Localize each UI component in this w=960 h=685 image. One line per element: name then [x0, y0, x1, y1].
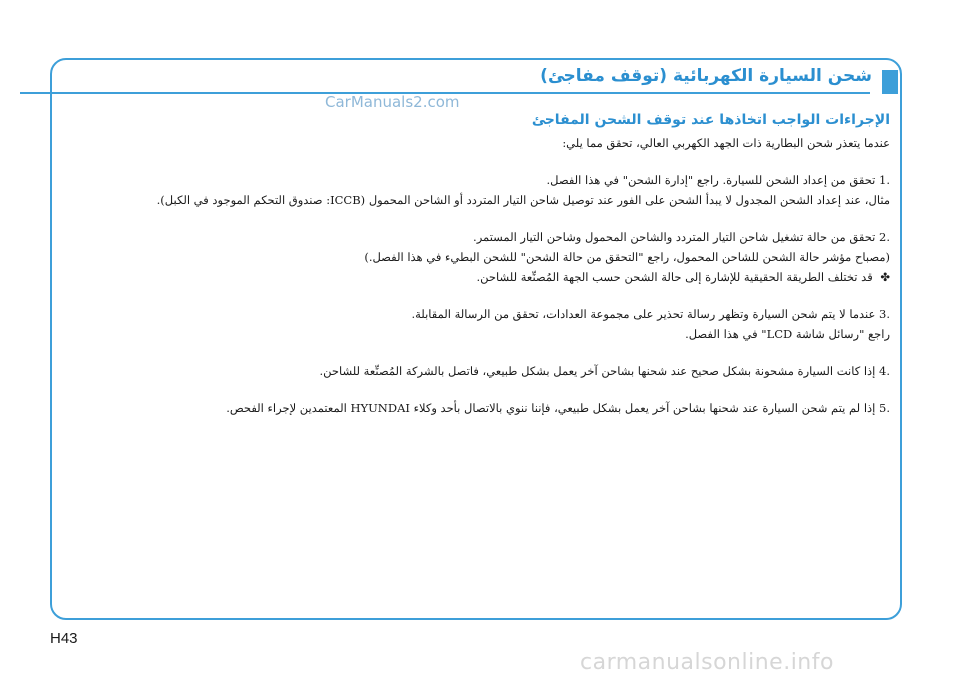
list-item-text: .4 إذا كانت السيارة مشحونة بشكل صحيح عند شحنها بشاحن آخر يعمل بشكل طبيعي، فاتصل بالشركة المُصنِّعة للشاحن.	[319, 364, 890, 378]
list-item-text: .1 تحقق من إعداد الشحن للسيارة. راجع "إدارة الشحن" في هذا الفصل.	[546, 173, 890, 187]
list-item-text: مثال، عند إعداد الشحن المجدول لا يبدأ الشحن على الفور عند توصيل شاحن التيار المتردد أو الشاحن المحمول (ICCB: صندوق التحكم الموجود في الكبل).	[156, 193, 890, 207]
list-item-text: (مصباح مؤشر حالة الشحن للشاحن المحمول، راجع "التحقق من حالة الشحن" للشحن البطيء في هذا الفصل.)	[364, 250, 890, 264]
list-item-text: .2 تحقق من حالة تشغيل شاحن التيار المتردد والشاحن المحمول وشاحن التيار المستمر.	[473, 230, 890, 244]
note-text: قد تختلف الطريقة الحقيقية للإشارة إلى حالة الشحن حسب الجهة المُصنِّعة للشاحن.	[476, 270, 873, 284]
title-bar	[20, 64, 898, 94]
list-item-1	[130, 170, 890, 210]
list-item-3	[130, 304, 890, 344]
section-content	[130, 133, 890, 435]
title-marker	[882, 70, 898, 94]
list-item-text: .3 عندما لا يتم شحن السيارة وتظهر رسالة تحذير على مجموعة العدادات، تحقق من الرسالة المقابلة.	[411, 307, 890, 321]
intro-text: عندما يتعذر شحن البطارية ذات الجهد الكهربي العالي، تحقق مما يلي:	[562, 136, 890, 150]
section-heading: الإجراءات الواجب اتخاذها عند توقف الشحن المفاجئ	[531, 112, 890, 128]
page-title: شحن السيارة الكهربائية (توقف مفاجئ)	[540, 66, 872, 86]
list-item-5	[130, 398, 890, 418]
watermark-bottom[interactable]: carmanualsonline.info	[580, 650, 834, 675]
list-item-2	[130, 227, 890, 287]
list-item-text: .5 إذا لم يتم شحن السيارة عند شحنها بشاحن آخر يعمل بشكل طبيعي، فإننا ننوي بالاتصال بأحد وكلاء HYUNDAI المعتمدين لإجراء الفحص.	[226, 401, 890, 415]
watermark-top[interactable]: CarManuals2.com	[325, 93, 460, 111]
asterisk-icon: ✤	[880, 270, 890, 284]
page-number: H43	[50, 630, 78, 647]
list-item-text: راجع "رسائل شاشة LCD" في هذا الفصل.	[685, 327, 890, 341]
note-line	[130, 267, 890, 287]
list-item-4	[130, 361, 890, 381]
